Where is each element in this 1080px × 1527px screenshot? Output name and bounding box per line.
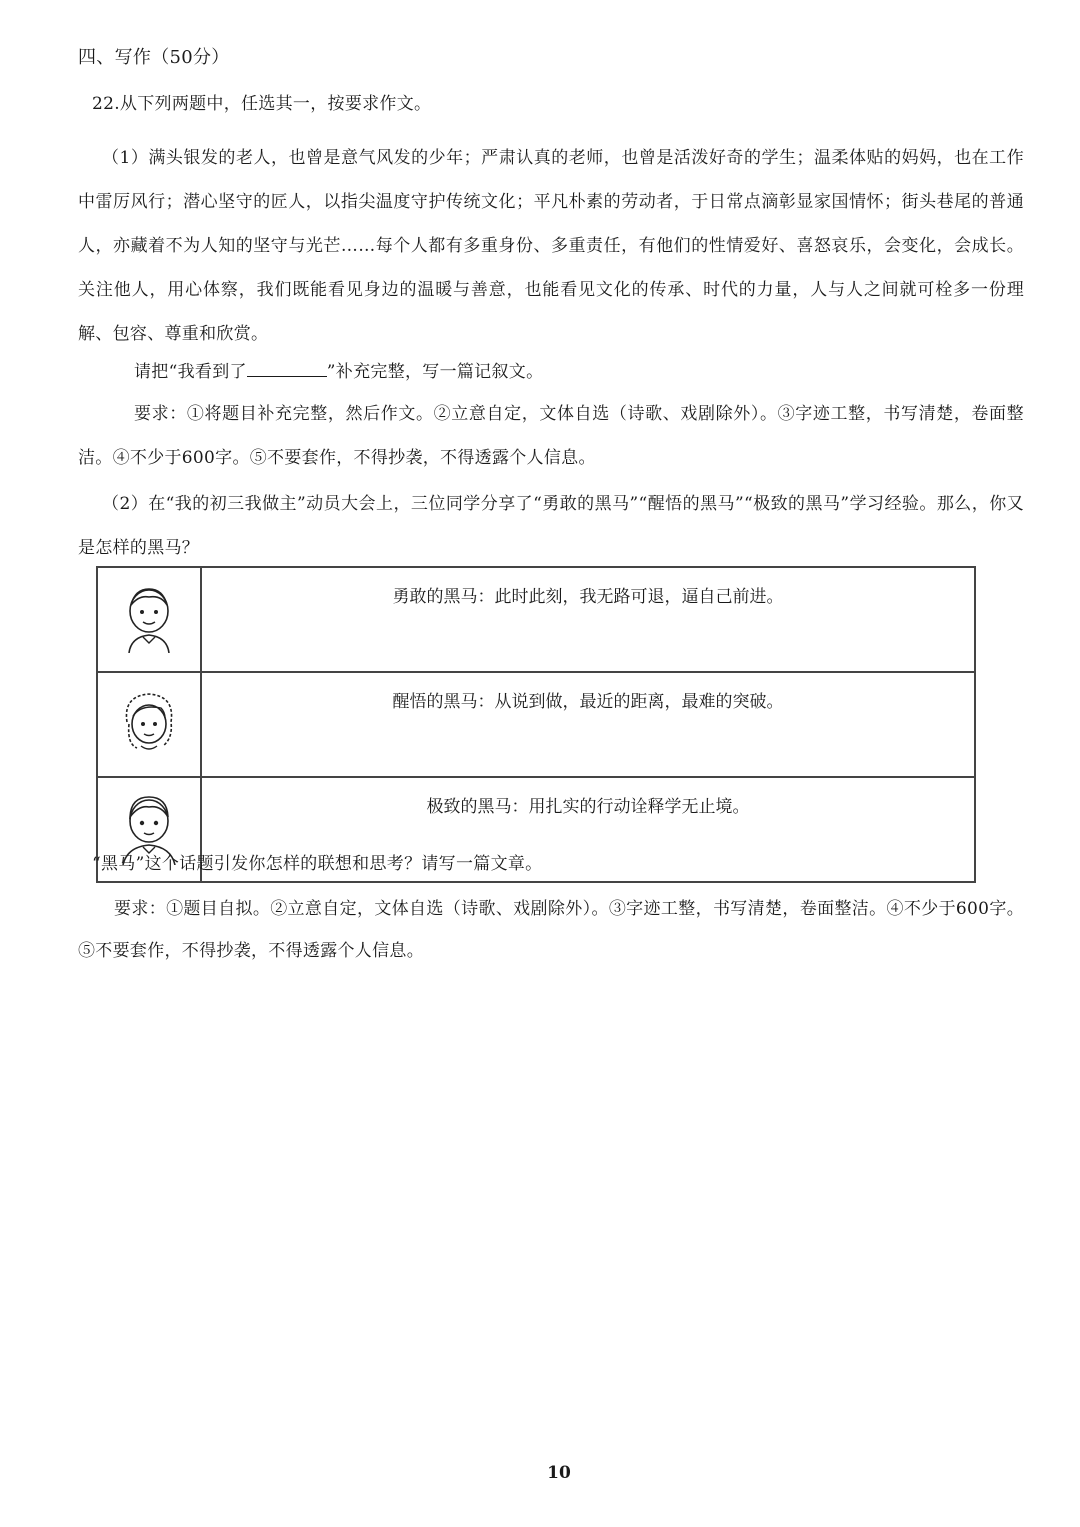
option1-requirements: 要求：①将题目补充完整，然后作文。②立意自定，文体自选（诗歌、戏剧除外）。③字迹工整，书写清楚，卷面整洁。④不少于600字。⑤不要套作，不得抄袭，不得透露个人信息。 — [78, 404, 1024, 468]
option2-requirements: 要求：①题目自拟。②立意自定，文体自选（诗歌、戏剧除外）。③字迹工整，书写清楚，卷面整洁。④不少于600字。⑤不要套作，不得抄袭，不得透露个人信息。 — [78, 899, 1024, 961]
option2-paragraph: （2）在“我的初三我做主”动员大会上，三位同学分享了“勇敢的黑马”“醒悟的黑马”“极致的黑马”学习经验。那么，你又是怎样的黑马？ — [78, 494, 1024, 558]
option2-prompt: “黑马”这个话题引发你怎样的联想和思考？请写一篇文章。 — [92, 854, 543, 874]
dark-horse-table — [96, 566, 976, 883]
girl-face-icon — [117, 686, 181, 758]
option1-instruction — [134, 360, 543, 384]
row-text: 勇敢的黑马：此时此刻，我无路可退，逼自己前进。 — [201, 567, 975, 672]
table-row — [97, 672, 975, 777]
page-number: 10 — [547, 1463, 571, 1483]
section-title: 四、写作（50分） — [78, 47, 230, 68]
row-text: 醒悟的黑马：从说到做，最近的距离，最难的突破。 — [201, 672, 975, 777]
table-row — [97, 567, 975, 672]
instruction-prefix: 请把“我看到了 — [134, 362, 247, 382]
avatar-cell — [97, 672, 201, 777]
boy-face-icon — [121, 581, 177, 653]
instruction-suffix: ”补充完整，写一篇记叙文。 — [326, 362, 544, 382]
row-text: 极致的黑马：用扎实的行动诠释学无止境。 — [201, 777, 975, 882]
avatar-cell — [97, 567, 201, 672]
question-title: 22.从下列两题中，任选其一，按要求作文。 — [92, 94, 432, 114]
title-blank — [247, 360, 327, 377]
option1-paragraph: （1）满头银发的老人，也曾是意气风发的少年；严肃认真的老师，也曾是活泼好奇的学生；温柔体贴的妈妈，也在工作中雷厉风行；潜心坚守的匠人，以指尖温度守护传统文化；平凡朴素的劳动者，于日常点滴彰显家国情怀；街头巷尾的普通人，亦藏着不为人知的坚守与光芒……每个人都有多重身份、多重责任，有他们的性情爱好、喜怒哀乐，会变化，会成长。关注他人，用心体察，我们既能看见身边的温暖与善意，也能看见文化的传承、时代的力量，人与人之间就可栓多一份理解、包容、尊重和欣赏。 — [78, 148, 1024, 344]
